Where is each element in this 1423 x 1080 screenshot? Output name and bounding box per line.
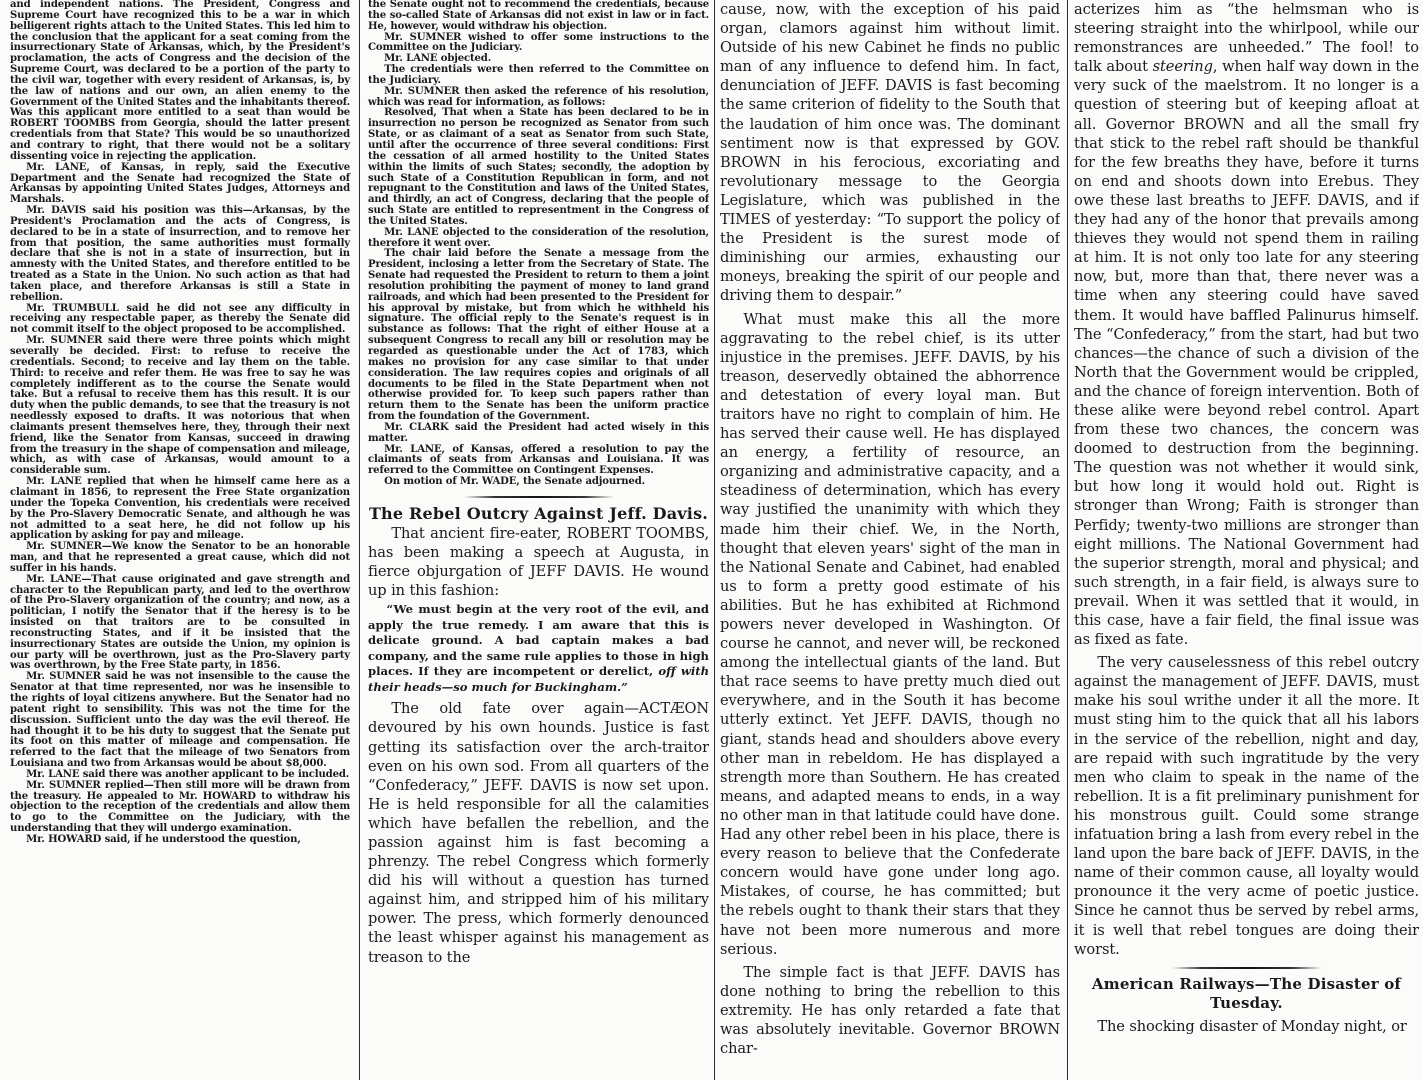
paragraph: Mr. LANE objected.	[384, 53, 492, 65]
toombs-quote	[368, 600, 709, 699]
section-separator	[464, 496, 614, 498]
paragraph: Mr. LANE said there was another applicant to be included.	[26, 768, 350, 780]
paragraph: Mr. LANE, of Kansas, in reply, said the Executive Department and the Senate had recognized the State of Arkansas by appointing United States Judges, Attorneys and Marshals.	[10, 161, 350, 206]
paragraph: Mr. SUMNER—We know the Senator to be an honorable man, and that he represented a great cause, which did not suffer in his hands.	[10, 541, 350, 574]
paragraph: Mr. LANE, of Kansas, offered a resolution to pay the claimants of seats from Arkansas and Louisiana. It was referred to the Committee on Contingent Expenses.	[368, 443, 709, 477]
column-divider	[714, 0, 715, 1080]
paragraph: Mr. HOWARD said, if he understood the question,	[26, 833, 301, 845]
senate-proceedings-continued	[368, 0, 709, 488]
paragraph: the Senate ought not to recommend the credentials, because the so-called State of Arkansas did not exist in law or in fact. He, however, would withdraw his objection.	[368, 0, 709, 32]
column-4-editorial	[1074, 0, 1419, 1080]
section-separator	[1172, 967, 1322, 969]
paragraph: Mr. TRUMBULL said he did not see any difficulty in receiving any respectable paper, as thereby the Senate did not commit itself to the object proposed to be accomplished.	[10, 302, 350, 336]
paragraph: Mr. SUMNER said there were three points which might severally be decided. First: to refuse to receive the credentials. Second; to receive and lay them on the table. Third: to receive and refer them. He was free to say he was completely indifferent as to the course the Senate would take. But a refusal to receive them has this result. It is our duty when the public demands, to see that the treasury is not needlessly exposed to drafts. It was notorious that when claimants present themselves here, they, through their next friend, like the Senator from Kansas, succeed in drawing from the treasury in the shape of compensation and mileage, which, as with case of Arkansas, would amount to a considerable sum.	[10, 335, 350, 477]
column-divider	[1067, 0, 1068, 1080]
quote-italic: off with their heads—so much for Buckingham.”	[368, 664, 709, 694]
paragraph: Mr. SUMNER then asked the reference of his resolution, which was read for information, as follows:	[368, 85, 709, 108]
paragraph: and independent nations. The President, Congress and Supreme Court have recognized this to be a war in which belligerent rights attach to the United States. This led him to the conclusion that the applicant for a seat coming from the insurrectionary State of Arkansas, which, by the President's proclamation, the acts of Congress and the decision of the Supreme Court, was declared to be a portion of the party to the civil war, together with every resident of Arkansas, is, by the law of nations and our own, an alien enemy to the Government of the United States and the inhabitants thereof. Was this applicant more entitled to a seat than would be ROBERT TOOMBS from Georgia, should the latter present credentials from that State? This would be so unauthorized and contrary to right, that there would not be a solitary dissenting voice in rejecting the application.	[10, 0, 350, 162]
paragraph: acterizes him as “the helmsman who is steering straight into the whirlpool, while our remonstrances are unheeded.” The fool! to talk about steering, when half way down in the very suck of the maelstrom. It no longer is a question of steering but of keeping afloat at all. Governor BROWN and all the small fry that stick to the rebel raft should be thankful for the few breaths they have, before it turns on end and shoots down into Erebus. They owe these last breaths to JEFF. DAVIS, and if they had any of the honor that prevails among thieves they would not spend them in railing at him. It is not only too late for any steering now, but, more than that, there never was a time when any steering could have saved them. It would have baffled Palinurus himself. The “Confederacy,” from the start, had but two chances—the chance of such a division of the North that the Government would be crippled, and the chance of foreign intervention. Both of these alike were beyond rebel control. Apart from these two chances, the concern was doomed to destruction from the beginning. The question was not whether it would sink, but how long it would hold out. Right is stronger than Wrong; Faith is stronger than Perfidy; twenty-two millions are stronger than eight millions. The National Government had the superior strength, moral and physical; and such strength, in a fair field, is always sure to prevail. When it was settled that it would, in this case, have a fair field, the final issue was as fixed as fate.	[1074, 1, 1419, 649]
paragraph: cause, now, with the exception of his paid organ, clamors against him without limit. Outside of his new Cabinet he finds no public man of any influence to defend him. In fact, denunciation of JEFF. DAVIS is fast becoming the same criterion of fidelity to the South that the laudation of him once was. The dominant sentiment now is that expressed by GOV. BROWN in his ferocious, excoriating and revolutionary message to the Georgia Legislature, which was published in the TIMES of yesterday: “To support the policy of the President is the surest mode of diminishing our armies, exhausting our moneys, breaking the spirit of our people and driving them to despair.”	[720, 1, 1060, 305]
next-article-headline: American Railways—The Disaster of Tuesday.	[1091, 974, 1402, 1012]
paragraph: The very causelessness of this rebel outcry against the management of JEFF. DAVIS, must make his soul writhe under it all the more. It must sting him to the quick that all his labors in the service of the rebellion, night and day, are repaid with such ingratitude by the very men who claim to speak in the name of the rebellion. It is a fit preliminary punishment for his monstrous guilt. Could some strange infatuation bring a lash from every rebel in the land upon the bare back of JEFF. DAVIS, in the name of their common cause, all loyalty would pronounce it the very acme of poetic justice. Since he cannot thus be served by rebel arms, it is well that rebel tongues are doing their worst.	[1074, 654, 1419, 958]
article-headline: The Rebel Outcry Against Jeff. Davis.	[368, 503, 709, 523]
quote-text: “We must begin at the very root of the evil, and apply the true remedy. I am aware that this is delicate ground. A bad captain makes a bad company, and the same rule applies to those in high places. If they are incompetent or derelict,	[368, 602, 709, 679]
next-article-intro: The shocking disaster of Monday night, or	[1097, 1017, 1407, 1035]
paragraph: The simple fact is that JEFF. DAVIS has done nothing to bring the rebellion to this extremity. He has only retarded a fate that was absolutely inevitable. Governor BROWN char-	[720, 963, 1060, 1058]
article-intro: That ancient fire-eater, ROBERT TOOMBS, has been making a speech at Augusta, in fierce objurgation of JEFF DAVIS. He wound up in this fashion:	[368, 524, 709, 600]
paragraph: Mr. CLARK said the President had acted wisely in this matter.	[368, 421, 709, 444]
resolution-text: Resolved, That when a State has been declared to be in insurrection no person be recognized as Senator from such State, or as claimant of a seat as Senator from such State, until after the occurrence of three several conditions: First the cessation of all armed hostility to the United States within the limits of such States; secondly, the adoption by such State of a Constitution Republican in form, and not repugnant to the Constitution and laws of the United States, and thirdly, an act of Congress, declaring that the people of such State are entitled to representment in the Congress of the United States.	[368, 107, 709, 227]
column-1-senate-proceedings	[10, 0, 353, 1080]
paragraph: Mr. SUMNER replied—Then still more will be drawn from the treasury. He appealed to Mr. HOWARD to withdraw his objection to the reception of the credentials and allow them to go to the Committee on the Judiciary, with the understanding that they will undergo examination.	[10, 779, 350, 835]
paragraph: Mr. LANE replied that when he himself came here as a claimant in 1856, to represent the Free State organization under the Topeka Convention, his credentials were received by the Pro-Slavery Democratic Senate, and although he was not admitted to a seat here, he did not follow up his application by asking for pay and mileage.	[10, 476, 350, 542]
article-body: The old fate over again—ACTÆON devoured by his own hounds. Justice is fast getting its satisfaction over the arch-traitor even on his own sod. From all quarters of the “Confederacy,” JEFF. DAVIS is now set upon. He is held responsible for all the calamities which have befallen the rebellion, and the passion against him is fast becoming a phrenzy. The rebel Congress which formerly did his will without a question has turned against him, and stripped him of his military power. The press, which formerly denounced the least whisper against his management as treason to the	[368, 700, 709, 966]
column-3-editorial	[720, 0, 1060, 1080]
italic-word: steering	[1152, 58, 1213, 76]
column-2	[364, 0, 709, 1080]
paragraph: The credentials were then referred to the Committee on the Judiciary.	[368, 64, 709, 86]
paragraph: Mr. DAVIS said his position was this—Arkansas, by the President's Proclamation and the acts of Congress, is declared to be in a state of insurrection, and to remove her from that position, the same authorities must formally declare that she is not in a state of insurrection, but in amnesty with the United States, and therefore entitled to be treated as a State in the Union. No such action as that had taken place, and therefore Arkansas is still a State in rebellion.	[10, 205, 350, 303]
paragraph: Mr. SUMNER wished to offer some instructions to the Committee on the Judiciary.	[368, 31, 709, 54]
paragraph: Mr. LANE—That cause originated and gave strength and character to the Republican party, and led to the overthrow of the Pro-Slavery organization of the country; and now, as a politician, I notify the Senator that if the heresy is to be insisted on that traitors are to be consulted in reconstructing States, and if it be insisted that the insurrectionary States are outside the Union, my opinion is our party will be overthrown, just as the Pro-Slavery party was overthrown, by the Free State party, in 1856.	[10, 573, 350, 672]
paragraph: Mr. LANE objected to the consideration of the resolution, therefore it went over.	[368, 226, 709, 249]
paragraph: The chair laid before the Senate a message from the President, inclosing a letter from the Secretary of State. The Senate had requested the President to return to them a joint resolution prohibiting the payment of money to land grand railroads, and which had been presented to the President for his approval by mistake, but from which he withheld his signature. The official reply to the Senate's request is in substance as follows: That the right of either House at a subsequent Congress to recall any bill or resolution may be regarded as questionable under the Act of 1783, which makes no provision for any case similar to that under consideration. The law requires copies and originals of all documents to be filed in the State Department when not otherwise provided for. To keep such papers rather than return them to the Senate has been the uniform practice from the foundation of the Government.	[368, 248, 709, 423]
paragraph: What must make this all the more aggravating to the rebel chief, is its utter injustice in the premises. JEFF. DAVIS, by his treason, deservedly obtained the abhorrence and detestation of every loyal man. But traitors have no right to complain of him. He has served their cause well. He has displayed an energy, a fertility of resource, an organizing and administrative capacity, and a steadiness of determination, which has every way justified the unanimity with which they made him their chief. We, in the North, thought that eleven years' sight of the man in the National Senate and Cabinet, had enabled us to form a pretty good estimate of his abilities. But he has exhibited at Richmond powers never developed in Washington. Of course he cannot, and never will, be reckoned among the intellectual giants of the land. But that race seems to have pretty much died out everywhere, and in the South it has become utterly extinct. Yet JEFF. DAVIS, though no giant, stands head and shoulders above every other man in rebeldom. He has displayed a strength more than Southern. He has created means, and adapted means to ends, in a way no other man in that latitude could have done. Had any other rebel been in his place, there is every reason to believe that the Confederate concern would have gone under long ago. Mistakes, of course, he has committed; but the rebels ought to thank their stars that they have not been more numerous and more serious.	[720, 310, 1060, 958]
paragraph: On motion of Mr. WADE, the Senate adjourned.	[384, 476, 645, 488]
paragraph: Mr. SUMNER said he was not insensible to the cause the Senator at that time represented, nor was he insensible to the rights of loyal citizens anywhere. But the Senator had no patent right to sensibility. This was not the time for the discussion. Sufficient unto the day was the evil thereof. He had thought it to be his duty to suggest that the Senate put its foot on this matter of mileage and compensation. He referred to the fact that the mileage of two Senators from Louisiana and two from Arkansas would be about $8,000.	[10, 671, 350, 770]
column-divider	[359, 0, 360, 1080]
